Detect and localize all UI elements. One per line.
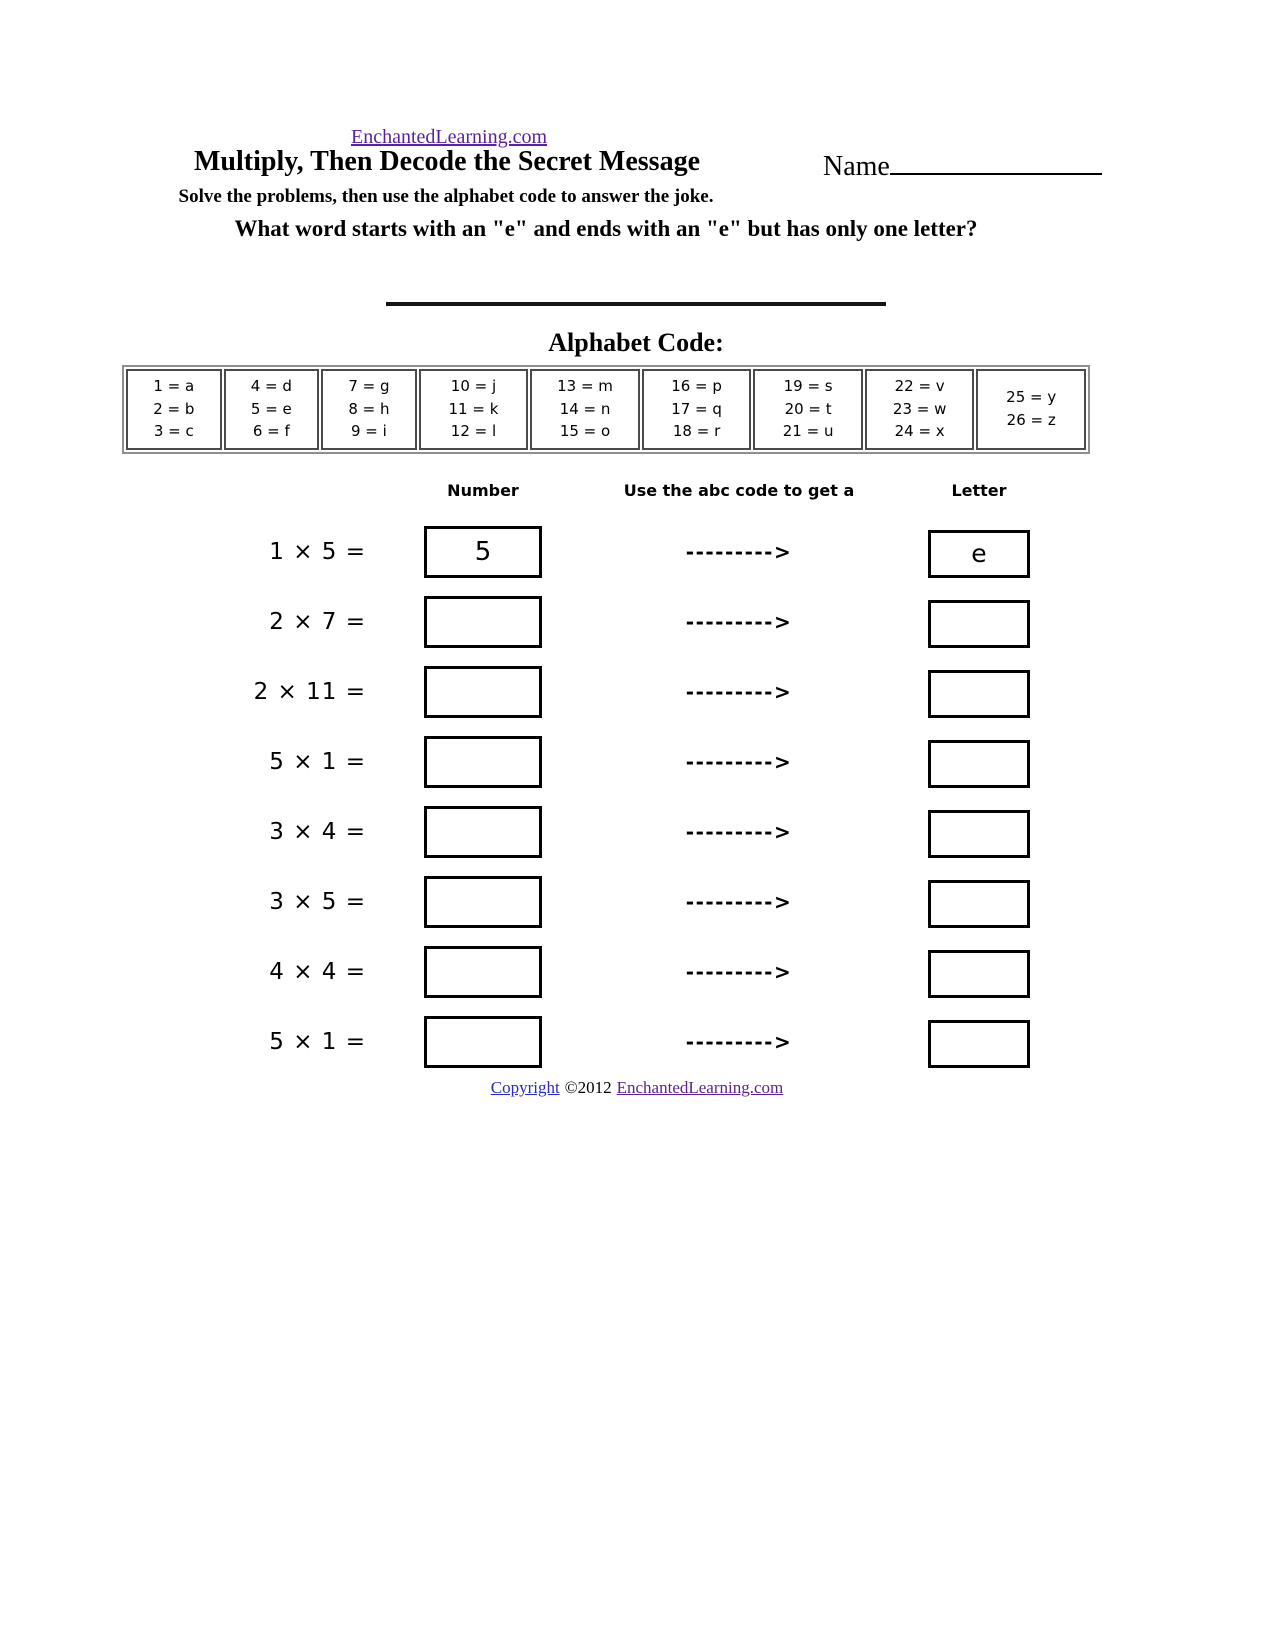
number-answer-box (424, 666, 542, 718)
number-answer-box (424, 596, 542, 648)
problem-label: 2 × 7 = (269, 609, 366, 635)
alphabet-code-table (122, 365, 1090, 454)
code-cell: 25 = y 26 = z (976, 369, 1086, 450)
name-blank-line (890, 172, 1102, 175)
problem-label: 4 × 4 = (269, 959, 366, 985)
arrow-dashes: ---------> (685, 890, 793, 914)
problem-label: 3 × 4 = (269, 819, 366, 845)
problem-row (0, 946, 1275, 998)
name-label: Name (823, 151, 890, 182)
problem-row (0, 596, 1275, 648)
letter-answer-box: e (928, 530, 1030, 578)
problem-row (0, 806, 1275, 858)
problem-row (0, 526, 1275, 578)
copyright-year: ©2012 (564, 1078, 612, 1097)
problem-label: 1 × 5 = (269, 539, 366, 565)
code-cell: 10 = j 11 = k 12 = l (419, 369, 529, 450)
arrow-dashes: ---------> (685, 680, 793, 704)
letter-answer-box (928, 740, 1030, 788)
letter-answer-box (928, 600, 1030, 648)
joke-question: What word starts with an "e" and ends with an "e" but has only one letter? (234, 216, 978, 241)
alphabet-code-heading: Alphabet Code: (548, 328, 724, 357)
problem-label: 2 × 11 = (253, 679, 366, 705)
letter-answer-box (928, 880, 1030, 928)
problem-label: 5 × 1 = (269, 749, 366, 775)
arrow-dashes: ---------> (685, 750, 793, 774)
problem-row (0, 876, 1275, 928)
site-link-footer[interactable]: EnchantedLearning.com (616, 1078, 784, 1097)
letter-answer-box (928, 1020, 1030, 1068)
number-answer-box (424, 1016, 542, 1068)
column-header-letter: Letter (951, 481, 1007, 500)
code-cell: 13 = m 14 = n 15 = o (530, 369, 640, 450)
letter-answer-box (928, 670, 1030, 718)
problem-row (0, 736, 1275, 788)
site-link-top[interactable]: EnchantedLearning.com (350, 126, 548, 148)
copyright-line (491, 1078, 784, 1098)
arrow-dashes: ---------> (685, 960, 793, 984)
problem-label: 5 × 1 = (269, 1029, 366, 1055)
problem-row (0, 1016, 1275, 1068)
answer-blank-line (386, 302, 886, 306)
column-header-code: Use the abc code to get a (623, 481, 855, 500)
name-field (823, 151, 1102, 183)
problem-label: 3 × 5 = (269, 889, 366, 915)
code-cell: 16 = p 17 = q 18 = r (642, 369, 752, 450)
code-cell: 4 = d 5 = e 6 = f (224, 369, 320, 450)
problem-row (0, 666, 1275, 718)
number-answer-box (424, 736, 542, 788)
number-answer-box (424, 876, 542, 928)
column-header-number: Number (447, 481, 519, 500)
letter-answer-box (928, 810, 1030, 858)
arrow-dashes: ---------> (685, 540, 793, 564)
code-cell: 22 = v 23 = w 24 = x (865, 369, 975, 450)
number-answer-box: 5 (424, 526, 542, 578)
number-answer-box (424, 946, 542, 998)
page-title: Multiply, Then Decode the Secret Message (193, 146, 701, 177)
number-answer-box (424, 806, 542, 858)
letter-answer-box (928, 950, 1030, 998)
arrow-dashes: ---------> (685, 820, 793, 844)
arrow-dashes: ---------> (685, 1030, 793, 1054)
code-cell: 1 = a 2 = b 3 = c (126, 369, 222, 450)
code-cell: 7 = g 8 = h 9 = i (321, 369, 417, 450)
arrow-dashes: ---------> (685, 610, 793, 634)
code-cell: 19 = s 20 = t 21 = u (753, 369, 863, 450)
copyright-link[interactable]: Copyright (490, 1078, 560, 1097)
instructions: Solve the problems, then use the alphabet code to answer the joke. (178, 186, 714, 207)
